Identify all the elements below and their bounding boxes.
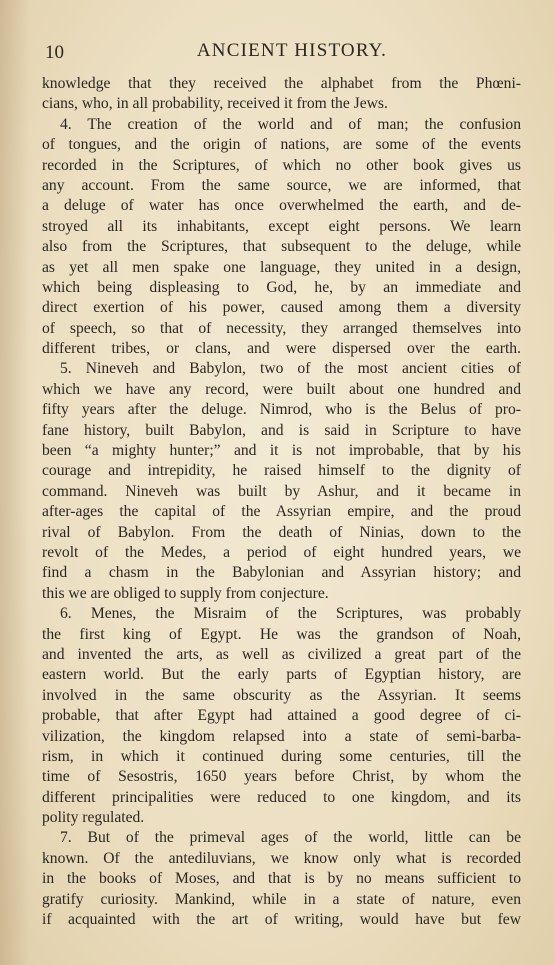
text-line: and invented the arts, as well as civilized a great part of the bbox=[42, 645, 521, 663]
text-line: revolt of the Medes, a period of eight hundred years, we bbox=[42, 543, 521, 561]
text-line: rism, in which it continued during some centuries, till the bbox=[42, 747, 521, 765]
text-line: direct exertion of his power, caused among them a diversity bbox=[42, 299, 521, 317]
text-line: different principalities were reduced to one kingdom, and its bbox=[42, 788, 521, 806]
paragraph-7-start: 7. But of the primeval ages of the world, little can be bbox=[60, 829, 521, 847]
text-line: of tongues, and the origin of nations, are some of the events bbox=[42, 136, 521, 154]
text-line: fifty years after the deluge. Nimrod, who is the Belus of pro- bbox=[42, 401, 521, 419]
text-line: as yet all men spake one language, they united in a design, bbox=[42, 258, 521, 276]
text-line: this we are obliged to supply from conjecture. bbox=[42, 584, 329, 602]
text-line: which being displeasing to God, he, by an immediate and bbox=[42, 278, 521, 296]
text-line: different tribes, or clans, and were dispersed over the earth. bbox=[42, 340, 521, 358]
text-line: knowledge that they received the alphabet from the Phœni- bbox=[42, 75, 521, 92]
text-line: any account. From the same source, we are informed, that bbox=[42, 176, 521, 194]
text-line: been “a mighty hunter;” and it is not improbable, that by his bbox=[42, 442, 521, 460]
text-line: probable, that after Egypt had attained a good degree of ci- bbox=[42, 707, 521, 725]
text-line: known. Of the antediluvians, we know only what is recorded bbox=[42, 849, 521, 867]
text-line: command. Nineveh was built by Ashur, and it became in bbox=[42, 482, 521, 500]
text-line: cians, who, in all probability, received it from the Jews. bbox=[42, 95, 388, 113]
text-line: gratify curiosity. Mankind, while in a state of nature, even bbox=[42, 890, 521, 908]
text-line: also from the Scriptures, that subsequent to the deluge, while bbox=[42, 238, 521, 256]
text-line: eastern world. But the early parts of Egyptian history, are bbox=[42, 666, 521, 684]
text-line: rival of Babylon. From the death of Ninias, down to the bbox=[42, 523, 521, 541]
text-line: time of Sesostris, 1650 years before Christ, by whom the bbox=[42, 768, 521, 786]
paragraph-6-start: 6. Menes, the Misraim of the Scriptures, was probably bbox=[60, 605, 521, 623]
text-line: stroyed all its inhabitants, except eight persons. We learn bbox=[42, 217, 521, 235]
running-head: ANCIENT HISTORY. bbox=[196, 40, 388, 61]
body-text bbox=[42, 74, 521, 930]
text-line: after-ages the capital of the Assyrian empire, and the proud bbox=[42, 503, 521, 521]
text-line: of speech, so that of necessity, they arranged themselves into bbox=[42, 319, 521, 337]
paragraph-5-start: 5. Nineveh and Babylon, two of the most ancient cities of bbox=[60, 360, 521, 378]
text-line: find a chasm in the Babylonian and Assyrian history; and bbox=[42, 564, 521, 582]
text-line: if acquainted with the art of writing, would have but few bbox=[42, 911, 521, 929]
text-line: the first king of Egypt. He was the grandson of Noah, bbox=[42, 625, 521, 643]
paragraph-4-start: 4. The creation of the world and of man; the confusion bbox=[60, 115, 521, 133]
text-line: polity regulated. bbox=[42, 809, 145, 827]
page-header bbox=[0, 40, 554, 66]
text-line: vilization, the kingdom relapsed into a state of semi-barba- bbox=[42, 727, 521, 745]
text-line: which we have any record, were built about one hundred and bbox=[42, 380, 521, 398]
text-line: courage and intrepidity, he raised himself to the dignity of bbox=[42, 462, 521, 480]
text-line: recorded in the Scriptures, of which no other book gives us bbox=[42, 156, 521, 174]
page-number: 10 bbox=[45, 42, 64, 63]
text-line: in the books of Moses, and that is by no means sufficient to bbox=[42, 870, 521, 888]
page-gutter-shadow bbox=[0, 0, 30, 965]
text-line: involved in the same obscurity as the Assyrian. It seems bbox=[42, 686, 521, 704]
text-line: a deluge of water has once overwhelmed the earth, and de- bbox=[42, 197, 521, 215]
text-line: fane history, built Babylon, and is said in Scripture to have bbox=[42, 421, 521, 439]
